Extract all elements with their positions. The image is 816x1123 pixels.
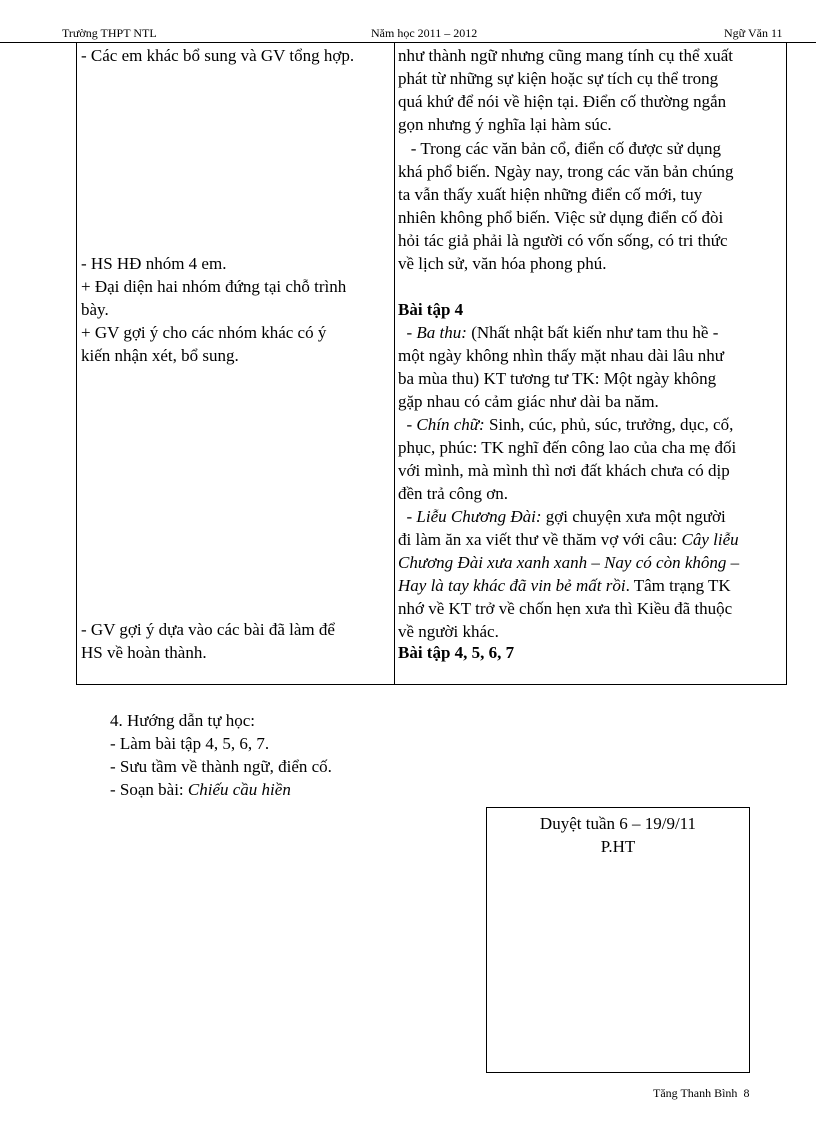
right-line-1: như thành ngữ nhưng cũng mang tính cụ thể xuất <box>398 46 734 65</box>
self-study-item-3: - Soạn bài: Chiếu cầu hiền <box>110 780 291 799</box>
right-line-7: ta vẫn thấy xuất hiện những điển cố mới, tuy <box>398 185 703 204</box>
ba-thu-line-4: gặp nhau có cảm giác như dài ba năm. <box>398 392 659 411</box>
right-line-6: khá phổ biến. Ngày nay, trong các văn bản chúng <box>398 162 734 181</box>
ba-thu-line-2: một ngày không nhìn thấy mặt nhau dài lâu như <box>398 346 725 365</box>
page-number: 8 <box>743 1086 750 1100</box>
lieu-line-6: về người khác. <box>398 622 499 641</box>
page-footer <box>653 1086 749 1101</box>
left-item-5b: HS về hoàn thành. <box>81 643 207 662</box>
column-divider <box>394 43 395 684</box>
exercise-final-heading: Bài tập 4, 5, 6, 7 <box>398 643 515 662</box>
lieu-line-3: Chương Đài xưa xanh xanh – Nay có còn không – <box>398 553 740 572</box>
lieu-line-2: đi làm ăn xa viết thư về thăm vợ với câu: Cây liễu <box>398 530 739 549</box>
chin-chu-line-1: - Chín chữ: Sinh, cúc, phủ, súc, trưởng, dục, cố, <box>398 415 734 434</box>
self-study-item-2: - Sưu tầm về thành ngữ, điển cố. <box>110 757 332 776</box>
self-study-item-1: - Làm bài tập 4, 5, 6, 7. <box>110 734 270 753</box>
approval-box <box>486 807 750 1073</box>
lieu-term: Liễu Chương Đài: <box>416 507 542 526</box>
left-item-4b: kiến nhận xét, bổ sung. <box>81 346 239 365</box>
header-subject: Ngữ Văn 11 <box>724 26 783 40</box>
lieu-line-4: Hay là tay khác đã vin bẻ mất rồi. Tâm trạng TK <box>398 576 731 595</box>
right-line-8: nhiên không phổ biến. Việc sử dụng điển cố đòi <box>398 208 724 227</box>
exercise-4-heading: Bài tập 4 <box>398 300 464 319</box>
right-line-9: hỏi tác giả phải là người có vốn sống, có tri thức <box>398 231 728 250</box>
chin-chu-term: Chín chữ: <box>416 415 485 434</box>
right-line-4: gọn nhưng ý nghĩa lại hàm súc. <box>398 115 612 134</box>
right-line-5: - Trong các văn bản cổ, điển cố được sử dụng <box>398 139 721 158</box>
approval-date: Duyệt tuần 6 – 19/9/11 <box>539 814 697 833</box>
left-item-5a: - GV gợi ý dựa vào các bài đã làm để <box>81 620 335 639</box>
header-school: Trường THPT NTL <box>62 26 157 40</box>
approval-role: P.HT <box>600 837 636 856</box>
right-line-10: về lịch sử, văn hóa phong phú. <box>398 254 607 273</box>
left-item-4a: + GV gợi ý cho các nhóm khác có ý <box>81 323 327 342</box>
left-item-1: - Các em khác bổ sung và GV tổng hợp. <box>81 46 355 65</box>
chin-chu-line-2: phục, phúc: TK nghĩ đến công lao của cha mẹ đối <box>398 438 737 457</box>
ba-thu-term: Ba thu: <box>416 323 467 342</box>
ba-thu-line-1: - Ba thu: (Nhất nhật bất kiến như tam thu hề - <box>398 323 719 342</box>
lesson-table <box>76 43 787 685</box>
right-line-3: quá khứ để nói về hiện tại. Điển cố thường ngắn <box>398 92 727 111</box>
ba-thu-line-3: ba mùa thu) KT tương tư TK: Một ngày không <box>398 369 717 388</box>
header-year: Năm học 2011 – 2012 <box>371 26 478 40</box>
chin-chu-line-3: với mình, mà mình thì nơi đất khách chưa có dịp <box>398 461 730 480</box>
next-lesson-title: Chiếu cầu hiền <box>187 780 291 799</box>
left-item-3b: bày. <box>81 300 109 319</box>
lieu-line-5: nhớ về KT trở về chốn hẹn xưa thì Kiều đã thuộc <box>398 599 733 618</box>
author-name: Tăng Thanh Bình <box>653 1086 738 1100</box>
right-line-2: phát từ những sự kiện hoặc sự tích cụ thể trong <box>398 69 719 88</box>
chin-chu-line-4: đền trả công ơn. <box>398 484 509 503</box>
left-item-3a: + Đại diện hai nhóm đứng tại chỗ trình <box>81 277 347 296</box>
lieu-line-1: - Liễu Chương Đài: gợi chuyện xưa một người <box>398 507 726 526</box>
self-study-heading: 4. Hướng dẫn tự học: <box>110 711 255 730</box>
left-item-2: - HS HĐ nhóm 4 em. <box>81 254 227 273</box>
